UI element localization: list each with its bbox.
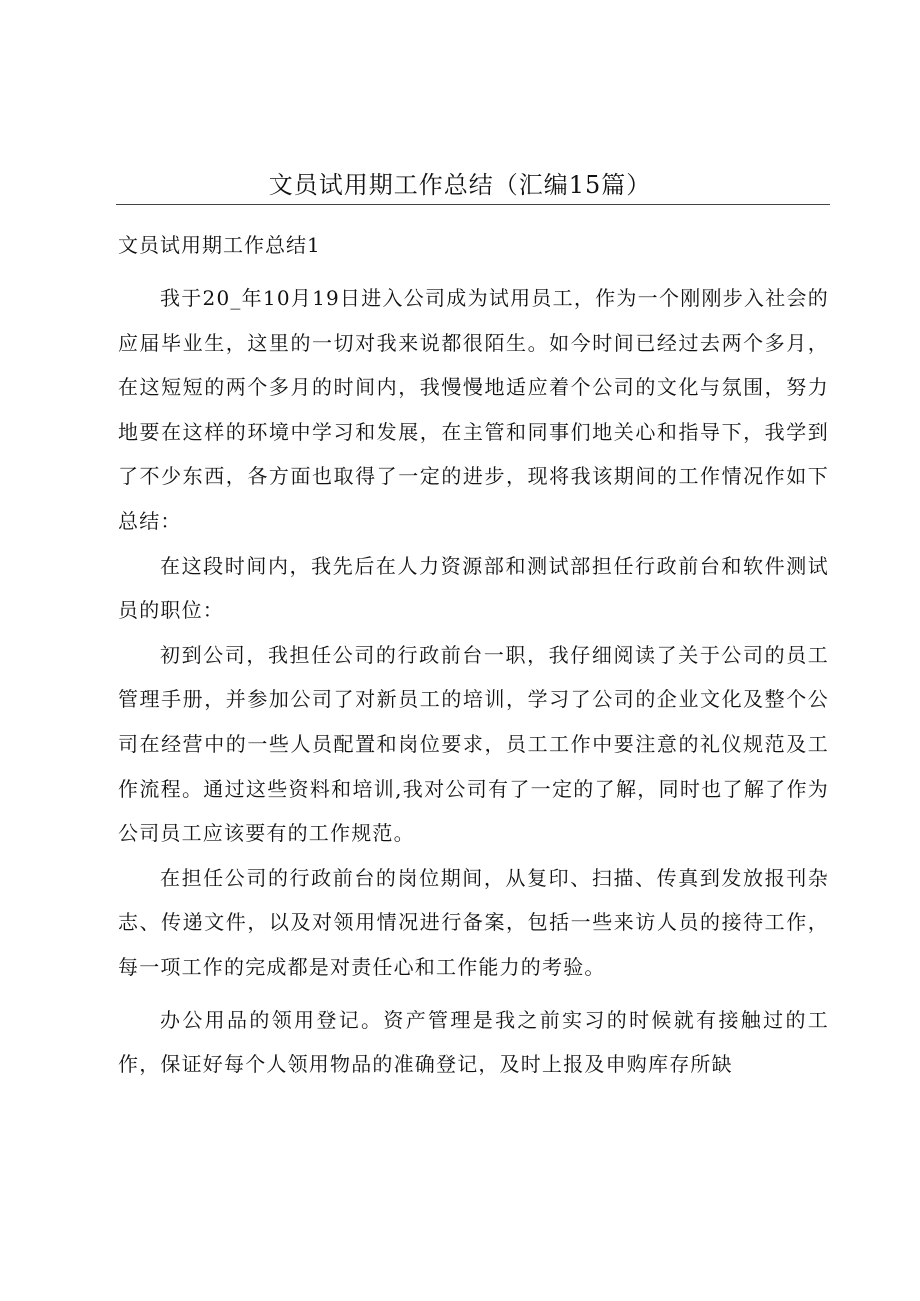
paragraph-onboarding: 初到公司，我担任公司的行政前台一职，我仔细阅读了关于公司的员工管理手册，并参加公司了对新员工的培训，学习了公司的企业文化及整个公司在经营中的一些人员配置和岗位要求，员工工作中要注意的礼仪规范及工作流程。通过这些资料和培训,我对公司有了一定的了解，同时也了解了作为公司员工应该要有的工作规范。 [118,642,829,846]
paragraph-positions: 在这段时间内，我先后在人力资源部和测试部担任行政前台和软件测试员的职位： [118,553,829,623]
paragraph-front-desk: 在担任公司的行政前台的岗位期间，从复印、扫描、传真到发放报刊杂志、传递文件，以及对领用情况进行备案，包括一些来访人员的接待工作，每一项工作的完成都是对责任心和工作能力的考验。 [118,865,829,979]
paragraph-intro: 我于20_年10月19日进入公司成为试用员工，作为一个刚刚步入社会的应届毕业生，这里的一切对我来说都很陌生。如今时间已经过去两个多月，在这短短的两个多月的时间内，我慢慢地适应着个公司的文化与氛围，努力地要在这样的环境中学习和发展，在主管和同事们地关心和指导下，我学到了不少东西，各方面也取得了一定的进步，现将我该期间的工作情况作如下总结： [118,286,829,533]
document-body [118,223,829,1087]
title-underline [116,204,830,205]
document-title: 文员试用期工作总结（汇编15篇） [268,171,652,199]
paragraph-office-supplies: 办公用品的领用登记。资产管理是我之前实习的时候就有接触过的工作，保证好每个人领用物品的准确登记，及时上报及申购库存所缺 [118,1007,829,1077]
section-heading: 文员试用期工作总结1 [118,233,321,257]
